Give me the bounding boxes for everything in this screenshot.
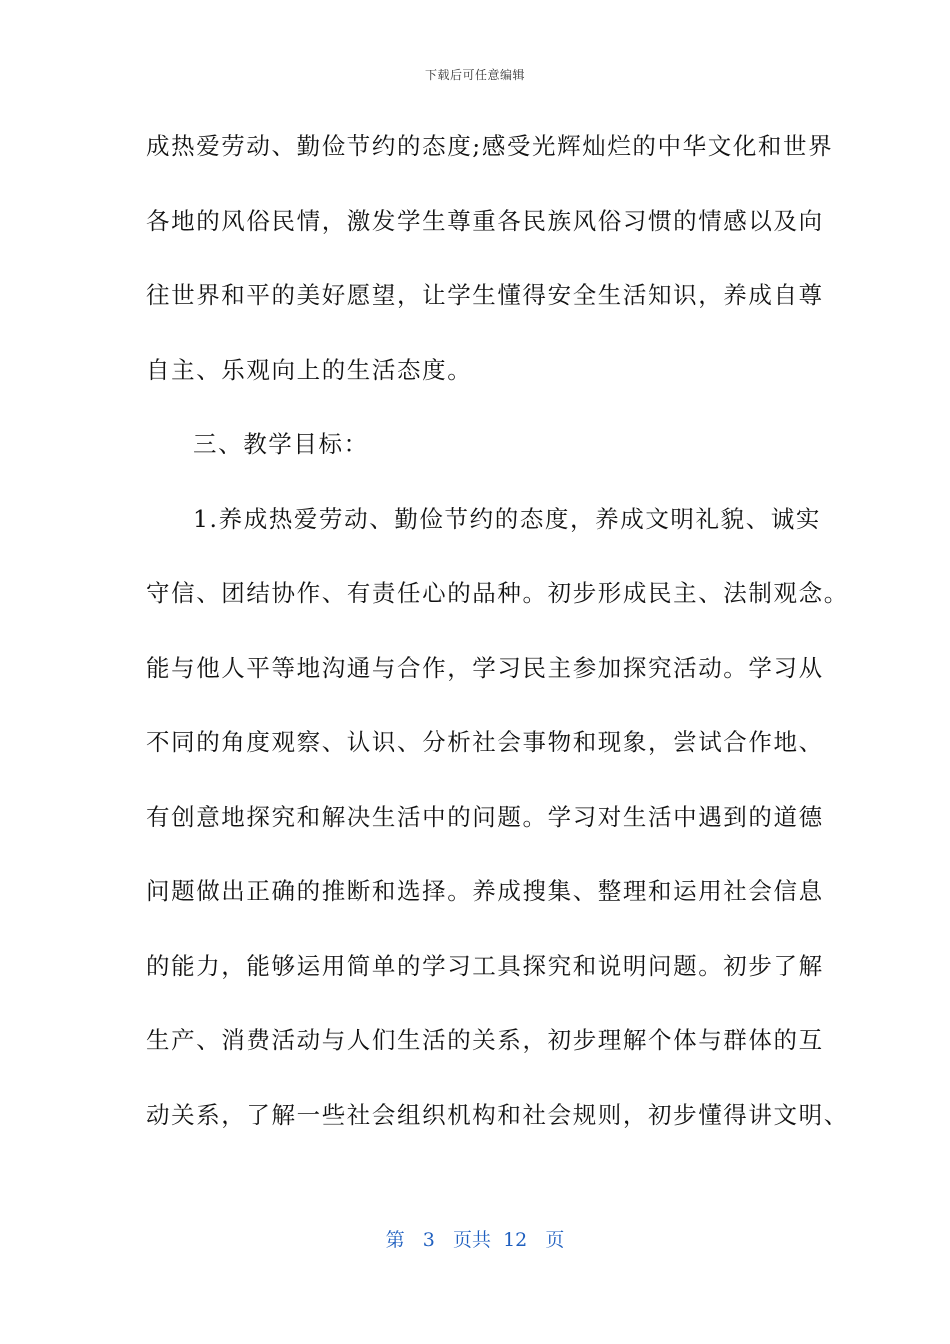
paragraph-line: 问题做出正确的推断和选择。养成搜集、整理和运用社会信息 (146, 877, 824, 905)
paragraph-line: 动关系，了解一些社会组织机构和社会规则，初步懂得讲文明、 (146, 1100, 849, 1129)
footer-prefix: 第 (385, 1229, 405, 1251)
paragraph-line: 能与他人平等地沟通与合作，学习民主参加探究活动。学习从 (146, 653, 824, 682)
paragraph-line: 往世界和平的美好愿望，让学生懂得安全生活知识，养成自尊 (146, 281, 824, 309)
paragraph-line: 1.养成热爱劳动、勤俭节约的态度，养成文明礼貌、诚实 (193, 504, 822, 533)
paragraph-line: 的能力，能够运用简单的学习工具探究和说明问题。初步了解 (146, 951, 824, 980)
section-heading: 三、教学目标： (193, 430, 369, 458)
paragraph-line: 有创意地探究和解决生活中的问题。学习对生活中遇到的道德 (146, 802, 824, 831)
paragraph-line: 生产、消费活动与人们生活的关系，初步理解个体与群体的互 (146, 1026, 824, 1054)
paragraph-line: 自主、乐观向上的生活态度。 (146, 355, 473, 384)
page-header-note: 下载后可任意编辑 (424, 68, 525, 82)
document-body (146, 124, 849, 1167)
total-pages-number: 12 (503, 1229, 528, 1251)
paragraph-line: 各地的风俗民情，激发学生尊重各民族风俗习惯的情感以及向 (146, 206, 824, 235)
current-page-number: 3 (422, 1229, 435, 1251)
footer-middle: 页共 (452, 1229, 491, 1251)
page-number-footer (0, 1225, 950, 1252)
paragraph-line: 成热爱劳动、勤俭节约的态度;感受光辉灿烂的中华文化和世界 (146, 132, 834, 160)
footer-suffix: 页 (545, 1229, 565, 1251)
paragraph-line: 不同的角度观察、认识、分析社会事物和现象，尝试合作地、 (146, 728, 824, 756)
paragraph-line: 守信、团结协作、有责任心的品种。初步形成民主、法制观念。 (146, 579, 849, 607)
